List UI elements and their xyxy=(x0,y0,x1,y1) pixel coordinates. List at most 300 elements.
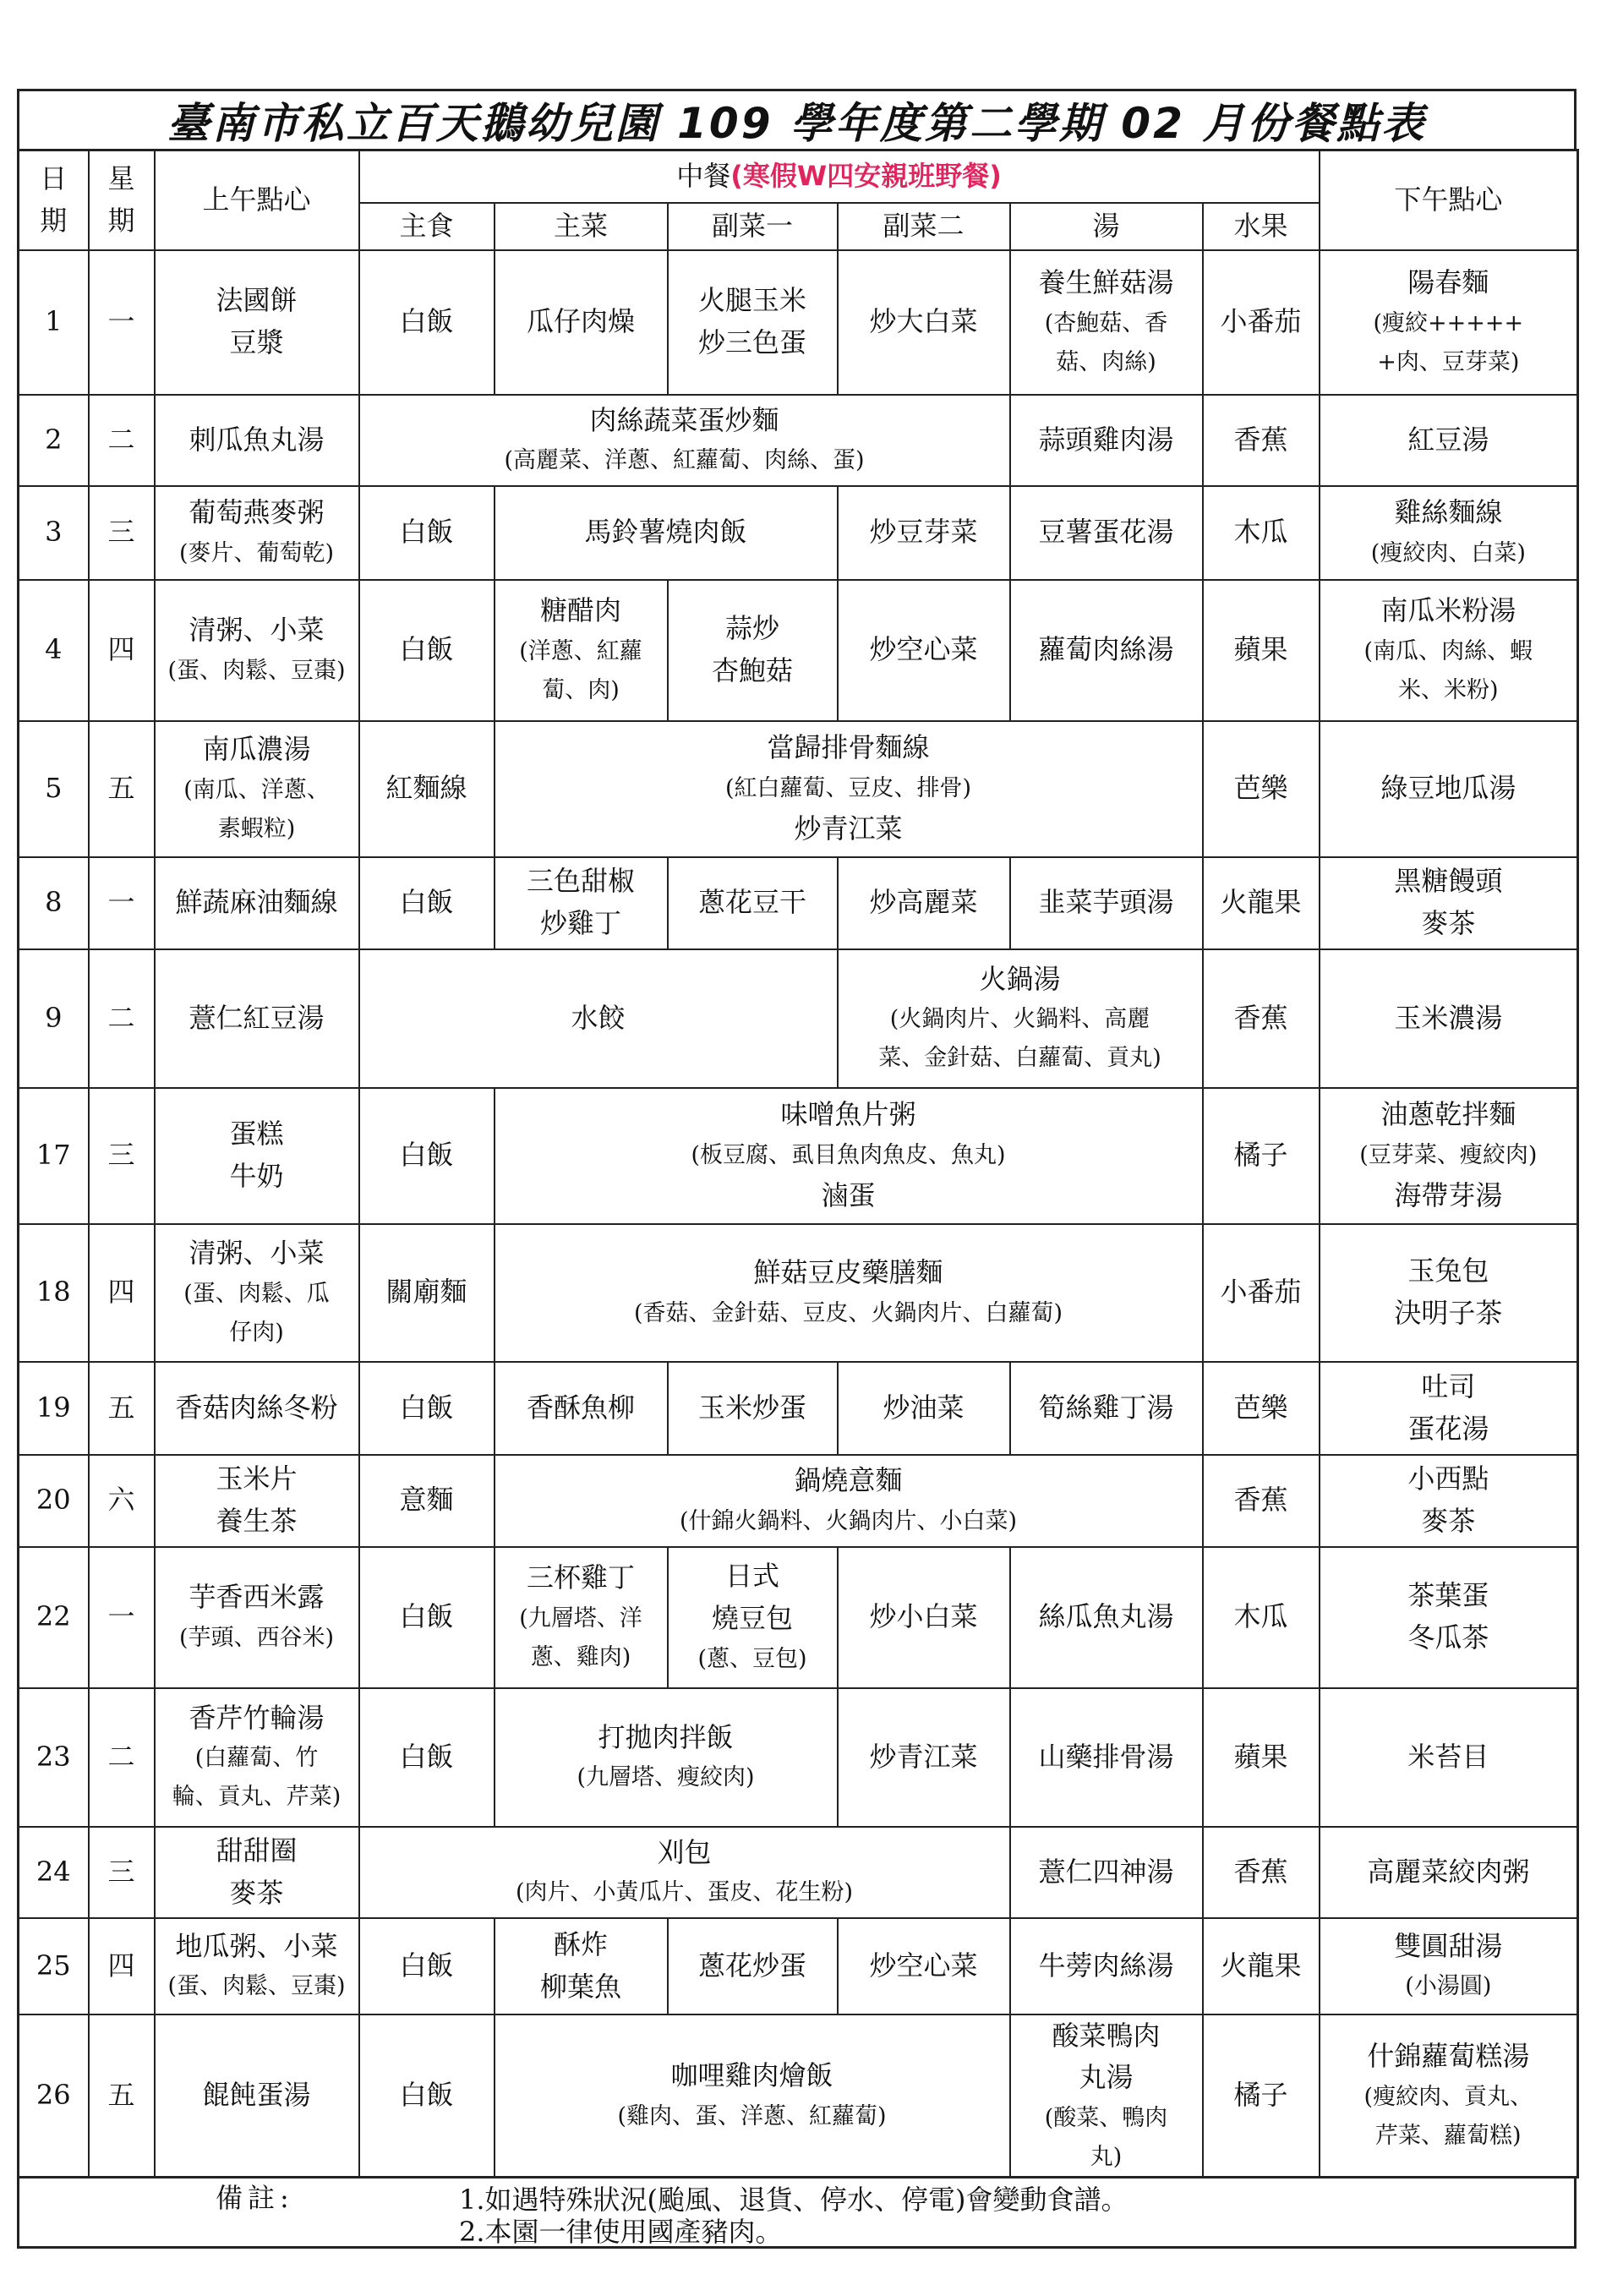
weekday-cell xyxy=(89,486,155,580)
fruit-cell xyxy=(1203,721,1320,857)
cell-text: 薏仁四神湯 xyxy=(1038,1855,1174,1888)
weekday-cell xyxy=(89,1224,155,1362)
cell-text: 當歸排骨麵線 xyxy=(767,731,930,764)
soup-cell xyxy=(1010,857,1203,949)
cell-text: 油蔥乾拌麵 xyxy=(1380,1098,1516,1131)
cell-subtext: (高麗菜、洋蔥、紅蘿蔔、肉絲、蛋) xyxy=(504,447,865,474)
date-cell xyxy=(19,1362,89,1455)
fruit-cell xyxy=(1203,1547,1320,1688)
side2-cell xyxy=(838,1688,1010,1827)
cell-text: 海帶芽湯 xyxy=(1394,1178,1503,1211)
cell-text: 綠豆地瓜湯 xyxy=(1380,772,1516,805)
fruit-cell xyxy=(1203,2014,1320,2178)
staple-cell xyxy=(359,857,495,949)
header-am-snack xyxy=(155,150,359,250)
cell-text: 杏鮑菇 xyxy=(711,654,793,686)
notes-label: 備註: xyxy=(216,2182,294,2215)
cell-text: 9 xyxy=(45,1001,63,1034)
cell-text: 二 xyxy=(107,423,135,456)
cell-text: 冬瓜茶 xyxy=(1407,1621,1489,1654)
staple-cell xyxy=(359,1547,495,1688)
cell-text: 芋香西米露 xyxy=(189,1581,325,1614)
cell-text: 丸湯 xyxy=(1079,2061,1134,2094)
cell-text: 什錦蘿蔔糕湯 xyxy=(1367,2040,1530,2073)
menu-row xyxy=(19,1455,1578,1547)
am-snack-cell xyxy=(155,1362,359,1455)
staple-cell xyxy=(359,1224,495,1362)
am-snack-cell xyxy=(155,1688,359,1827)
cell-text: 黑糖饅頭 xyxy=(1394,865,1503,898)
cell-text: 鮮蔬麻油麵線 xyxy=(175,886,338,919)
cell-text: 蛋糕 xyxy=(229,1118,284,1151)
cell-subtext: (板豆腐、虱目魚肉魚皮、魚丸) xyxy=(691,1142,1006,1169)
note-line-2: 2.本園一律使用國產豬肉。 xyxy=(459,2216,783,2249)
cell-subtext: (蔥、豆包) xyxy=(697,1645,807,1672)
cell-text: 山藥排骨湯 xyxy=(1038,1740,1174,1773)
notes-section xyxy=(17,2178,1577,2249)
cell-text: 陽春麵 xyxy=(1407,266,1489,299)
cell-text: 雙圓甜湯 xyxy=(1394,1929,1503,1962)
cell-text: 三 xyxy=(107,1855,135,1888)
staple-cell xyxy=(359,1362,495,1455)
cell-text: 副菜一 xyxy=(711,209,793,242)
cell-text: 養生鮮菇湯 xyxy=(1038,266,1174,299)
menu-row xyxy=(19,1688,1578,1827)
pm-snack-cell xyxy=(1320,1455,1578,1547)
cell-text: 茶葉蛋 xyxy=(1407,1579,1489,1612)
cell-text: 25 xyxy=(36,1949,71,1982)
soup-cell xyxy=(1010,250,1203,395)
cell-text: 意麵 xyxy=(399,1484,454,1517)
side1-cell xyxy=(668,250,838,395)
cell-text: 蔥花豆干 xyxy=(697,886,806,919)
cell-text: 玉米片 xyxy=(216,1462,298,1495)
cell-subtext: (白蘿蔔、竹 xyxy=(194,1745,319,1772)
page-title: 臺南市私立百天鵝幼兒園 109 學年度第二學期 02 月份餐點表 xyxy=(17,89,1577,149)
cell-subtext: (紅白蘿蔔、豆皮、排骨) xyxy=(724,775,972,802)
menu-table xyxy=(17,149,1579,2178)
cell-subtext: (南瓜、肉絲、蝦 xyxy=(1363,637,1533,664)
cell-text: 香蕉 xyxy=(1233,1855,1288,1888)
cell-text: 炒高麗菜 xyxy=(869,886,978,919)
cell-subtext: (九層塔、瘦絞肉) xyxy=(577,1764,755,1791)
cell-text: 炒青江菜 xyxy=(869,1740,978,1773)
cell-text: 蘿蔔肉絲湯 xyxy=(1038,633,1174,666)
cell-text: 四 xyxy=(107,1276,135,1309)
cell-text: 白飯 xyxy=(399,886,454,919)
fruit-cell xyxy=(1203,250,1320,395)
cell-text: 蒜炒 xyxy=(724,612,779,645)
cell-text: 蘋果 xyxy=(1233,1740,1288,1773)
cell-text: 8 xyxy=(45,886,63,919)
weekday-cell xyxy=(89,1918,155,2014)
cell-text: 肉絲蔬菜蛋炒麵 xyxy=(589,403,779,436)
cell-text: 餛飩蛋湯 xyxy=(202,2079,311,2112)
cell-text: 清粥、小菜 xyxy=(189,614,325,647)
cell-text: 燒豆包 xyxy=(711,1602,793,1635)
pm-snack-cell xyxy=(1320,949,1578,1088)
side2-cell xyxy=(838,1918,1010,2014)
header-side2 xyxy=(838,203,1010,250)
cell-text: 葡萄燕麥粥 xyxy=(189,496,325,529)
weekday-cell xyxy=(89,395,155,486)
cell-text: 三 xyxy=(107,1139,135,1172)
pm-snack-cell xyxy=(1320,721,1578,857)
cell-text: 水果 xyxy=(1233,209,1288,242)
cell-text: 水餃 xyxy=(571,1001,626,1034)
cell-text: 香蕉 xyxy=(1233,1001,1288,1034)
pm-snack-cell xyxy=(1320,1918,1578,2014)
side2-cell xyxy=(838,1362,1010,1455)
cell-text: 2 xyxy=(45,423,63,456)
pm-snack-cell xyxy=(1320,1827,1578,1918)
cell-text: 三色甜椒 xyxy=(526,865,635,898)
fruit-cell xyxy=(1203,1455,1320,1547)
header-lunch-note: (寒假W四安親班野餐) xyxy=(730,159,1002,192)
pm-snack-cell xyxy=(1320,1547,1578,1688)
cell-text: 木瓜 xyxy=(1233,1600,1288,1633)
cell-subtext: 蔔、肉) xyxy=(542,676,620,703)
date-cell xyxy=(19,857,89,949)
cell-text: 橘子 xyxy=(1233,1139,1288,1172)
cell-text: 芭樂 xyxy=(1233,772,1288,805)
cell-text: 白飯 xyxy=(399,1949,454,1982)
cell-subtext: (瘦絞+++++ xyxy=(1373,309,1524,336)
cell-text: 甜甜圈 xyxy=(216,1834,298,1867)
cell-text: 四 xyxy=(107,633,135,666)
main-dish-cell xyxy=(495,250,668,395)
cell-subtext: 丸) xyxy=(1090,2143,1123,2170)
date-cell xyxy=(19,250,89,395)
weekday-cell xyxy=(89,1547,155,1688)
cell-text: 期 xyxy=(107,204,135,237)
cell-text: 火鍋湯 xyxy=(979,962,1061,995)
am-snack-cell xyxy=(155,1827,359,1918)
cell-text: 白飯 xyxy=(399,2079,454,2112)
cell-text: 四 xyxy=(107,1949,135,1982)
cell-text: 玉米濃湯 xyxy=(1394,1001,1503,1034)
cell-text: 小西點 xyxy=(1407,1462,1489,1495)
weekday-cell xyxy=(89,250,155,395)
cell-subtext: 蔥、雞肉) xyxy=(530,1643,631,1670)
cell-subtext: +肉、豆芽菜) xyxy=(1377,348,1520,375)
date-cell xyxy=(19,949,89,1088)
cell-text: 南瓜濃湯 xyxy=(202,733,311,766)
weekday-cell xyxy=(89,857,155,949)
date-cell xyxy=(19,1918,89,2014)
menu-row xyxy=(19,949,1578,1088)
cell-subtext: (香菇、金針菇、豆皮、火鍋肉片、白蘿蔔) xyxy=(633,1299,1063,1326)
cell-text: 刺瓜魚丸湯 xyxy=(189,423,325,456)
cell-text: 上午點心 xyxy=(202,183,311,216)
cell-text: 六 xyxy=(107,1484,135,1517)
soup-cell xyxy=(1010,1362,1203,1455)
cell-text: 糖醋肉 xyxy=(539,594,621,627)
cell-text: 蘋果 xyxy=(1233,633,1288,666)
cell-subtext: (酸菜、鴨肉 xyxy=(1044,2104,1168,2131)
main-dish-cell xyxy=(495,1547,668,1688)
cell-subtext: (南瓜、洋蔥、 xyxy=(183,776,330,803)
cell-subtext: (蛋、肉鬆、豆棗) xyxy=(167,657,346,684)
staple-cell xyxy=(359,1688,495,1827)
cell-text: 芭樂 xyxy=(1233,1391,1288,1424)
cell-text: 白飯 xyxy=(399,1139,454,1172)
cell-text: 牛奶 xyxy=(229,1160,284,1192)
am-snack-cell xyxy=(155,250,359,395)
menu-row xyxy=(19,857,1578,949)
cell-text: 木瓜 xyxy=(1233,516,1288,549)
side2-cell xyxy=(838,857,1010,949)
cell-text: 二 xyxy=(107,1740,135,1773)
cell-text: 鍋燒意麵 xyxy=(794,1464,903,1497)
cell-subtext: (洋蔥、紅蘿 xyxy=(519,637,642,664)
pm-snack-cell xyxy=(1320,1688,1578,1827)
fruit-cell xyxy=(1203,486,1320,580)
fruit-cell xyxy=(1203,1688,1320,1827)
cell-text: 期 xyxy=(40,204,68,237)
cell-text: 日 xyxy=(40,162,68,195)
header-weekday xyxy=(89,150,155,250)
cell-text: 26 xyxy=(36,2079,71,2112)
menu-row xyxy=(19,1088,1578,1224)
cell-subtext: 仔肉) xyxy=(229,1319,284,1346)
cell-text: 豆薯蛋花湯 xyxy=(1038,516,1174,549)
cell-text: 火腿玉米 xyxy=(697,284,806,317)
header-date xyxy=(19,150,89,250)
fruit-cell xyxy=(1203,1827,1320,1918)
am-snack-cell xyxy=(155,2014,359,2178)
cell-text: 決明子茶 xyxy=(1394,1297,1503,1329)
cell-text: 麥茶 xyxy=(1421,1505,1476,1537)
header-row-1 xyxy=(19,150,1578,203)
am-snack-cell xyxy=(155,1547,359,1688)
soup-cell xyxy=(1010,580,1203,721)
pm-snack-cell xyxy=(1320,1088,1578,1224)
cell-text: 3 xyxy=(45,516,63,549)
soup-cell xyxy=(1010,1688,1203,1827)
cell-text: 香蕉 xyxy=(1233,423,1288,456)
staple-cell xyxy=(359,1455,495,1547)
cell-text: 二 xyxy=(107,1001,135,1034)
cell-text: 蒜頭雞肉湯 xyxy=(1038,423,1174,456)
date-cell xyxy=(19,395,89,486)
cell-text: 湯 xyxy=(1092,209,1120,242)
cell-text: 下午點心 xyxy=(1394,183,1503,216)
cell-text: 19 xyxy=(36,1391,71,1424)
cell-text: 酥炸 xyxy=(553,1927,608,1960)
lunch-combined-cell xyxy=(359,395,1010,486)
cell-text: 白飯 xyxy=(399,516,454,549)
cell-subtext: 菜、金針菇、白蘿蔔、貢丸) xyxy=(878,1045,1161,1072)
cell-text: 紅麵線 xyxy=(385,772,467,805)
fruit-cell xyxy=(1203,1362,1320,1455)
cell-text: 炒豆芽菜 xyxy=(869,516,978,549)
cell-text: 20 xyxy=(36,1484,71,1517)
lunch-combined-cell xyxy=(495,2014,1010,2178)
menu-row xyxy=(19,395,1578,486)
staple-cell xyxy=(359,1088,495,1224)
cell-text: 豆漿 xyxy=(229,326,284,358)
cell-text: 17 xyxy=(36,1139,71,1172)
staple-cell xyxy=(359,2014,495,2178)
cell-text: 炒小白菜 xyxy=(869,1600,978,1633)
cell-text: 白飯 xyxy=(399,305,454,338)
side1-cell xyxy=(668,857,838,949)
am-snack-cell xyxy=(155,580,359,721)
date-cell xyxy=(19,580,89,721)
am-snack-cell xyxy=(155,1224,359,1362)
cell-text: 清粥、小菜 xyxy=(189,1237,325,1270)
header-fruit xyxy=(1203,203,1320,250)
note-line-1: 1.如遇特殊狀況(颱風、退貨、停水、停電)會變動食譜。 xyxy=(459,2184,1128,2217)
cell-text: 18 xyxy=(36,1276,71,1309)
side1-cell xyxy=(668,1918,838,2014)
cell-subtext: 米、米粉) xyxy=(1398,676,1499,703)
main-side1-cell xyxy=(495,1688,838,1827)
cell-text: 刈包 xyxy=(657,1835,712,1868)
cell-subtext: (蛋、肉鬆、瓜 xyxy=(183,1280,330,1307)
weekday-cell xyxy=(89,1362,155,1455)
cell-text: 炒雞丁 xyxy=(539,907,621,939)
am-snack-cell xyxy=(155,1455,359,1547)
menu-row xyxy=(19,1547,1578,1688)
weekday-cell xyxy=(89,2014,155,2178)
cell-text: 香酥魚柳 xyxy=(526,1391,635,1424)
cell-subtext: (瘦絞肉、白菜) xyxy=(1370,539,1526,566)
soup-cell xyxy=(1010,1547,1203,1688)
side1-cell xyxy=(668,580,838,721)
am-snack-cell xyxy=(155,721,359,857)
weekday-cell xyxy=(89,580,155,721)
cell-subtext: 輪、貢丸、芹菜) xyxy=(172,1784,342,1811)
cell-text: 炒空心菜 xyxy=(869,633,978,666)
soup-cell xyxy=(1010,2014,1203,2178)
main-dish-cell xyxy=(495,1362,668,1455)
fruit-cell xyxy=(1203,395,1320,486)
cell-text: 蛋花湯 xyxy=(1407,1412,1489,1445)
date-cell xyxy=(19,486,89,580)
weekday-cell xyxy=(89,1688,155,1827)
cell-text: 火龍果 xyxy=(1220,1949,1302,1982)
main-dish-cell xyxy=(495,857,668,949)
cell-text: 咖哩雞肉燴飯 xyxy=(670,2059,833,2092)
cell-text: 星 xyxy=(107,162,135,195)
menu-row xyxy=(19,1918,1578,2014)
date-cell xyxy=(19,1224,89,1362)
soup-cell xyxy=(1010,1827,1203,1918)
date-cell xyxy=(19,1688,89,1827)
cell-subtext: (雞肉、蛋、洋蔥、紅蘿蔔) xyxy=(617,2102,887,2129)
lunch-combined-cell xyxy=(495,1224,1203,1362)
fruit-cell xyxy=(1203,1918,1320,2014)
cell-text: 吐司 xyxy=(1421,1369,1476,1402)
side1-cell xyxy=(668,1362,838,1455)
cell-text: 地瓜粥、小菜 xyxy=(175,1929,338,1962)
side2-cell xyxy=(838,486,1010,580)
cell-text: 柳葉魚 xyxy=(539,1970,621,2003)
am-snack-cell xyxy=(155,1918,359,2014)
header-lunch xyxy=(359,150,1320,203)
cell-text: 白飯 xyxy=(399,1600,454,1633)
weekday-cell xyxy=(89,1827,155,1918)
fruit-cell xyxy=(1203,580,1320,721)
cell-text: 筍絲雞丁湯 xyxy=(1038,1391,1174,1424)
date-cell xyxy=(19,1455,89,1547)
soup-cell xyxy=(1010,486,1203,580)
cell-text: 白飯 xyxy=(399,1391,454,1424)
weekday-cell xyxy=(89,721,155,857)
fruit-cell xyxy=(1203,1088,1320,1224)
cell-subtext: (瘦絞肉、貢丸、 xyxy=(1363,2083,1533,2110)
lunch-combined-cell xyxy=(495,1088,1203,1224)
am-snack-cell xyxy=(155,949,359,1088)
pm-snack-cell xyxy=(1320,486,1578,580)
cell-text: 瓜仔肉燥 xyxy=(526,305,635,338)
cell-text: 橘子 xyxy=(1233,2079,1288,2112)
menu-row xyxy=(19,1224,1578,1362)
cell-text: 主菜 xyxy=(553,209,608,242)
cell-text: 米苔目 xyxy=(1407,1740,1489,1773)
cell-text: 關廟麵 xyxy=(385,1276,467,1309)
cell-text: 一 xyxy=(107,886,135,919)
cell-subtext: (蛋、肉鬆、豆棗) xyxy=(167,1973,346,2000)
menu-row xyxy=(19,721,1578,857)
lunch-combined-cell xyxy=(495,721,1203,857)
date-cell xyxy=(19,2014,89,2178)
cell-text: 白飯 xyxy=(399,1740,454,1773)
pm-snack-cell xyxy=(1320,1362,1578,1455)
cell-text: 高麗菜絞肉粥 xyxy=(1367,1855,1530,1888)
menu-row xyxy=(19,486,1578,580)
cell-text: 日式 xyxy=(724,1560,779,1593)
cell-text: 滷蛋 xyxy=(821,1178,876,1211)
side2-soup-cell xyxy=(838,949,1203,1088)
cell-text: 炒青江菜 xyxy=(794,812,903,845)
cell-text: 打拋肉拌飯 xyxy=(598,1720,734,1753)
staple-cell xyxy=(359,580,495,721)
cell-text: 麥茶 xyxy=(229,1876,284,1909)
cell-text: 香芹竹輪湯 xyxy=(189,1701,325,1734)
date-cell xyxy=(19,721,89,857)
cell-text: 白飯 xyxy=(399,633,454,666)
cell-text: 1 xyxy=(45,305,63,338)
soup-cell xyxy=(1010,1918,1203,2014)
cell-text: 小番茄 xyxy=(1220,305,1302,338)
cell-subtext: (火鍋肉片、火鍋料、高麗 xyxy=(889,1006,1150,1033)
lunch-combined-cell xyxy=(359,1827,1010,1918)
cell-text: 絲瓜魚丸湯 xyxy=(1038,1600,1174,1633)
fruit-cell xyxy=(1203,1224,1320,1362)
header-lunch-label: 中餐 xyxy=(676,159,731,192)
cell-subtext: (肉片、小黃瓜片、蛋皮、花生粉) xyxy=(515,1879,854,1906)
cell-subtext: (杏鮑菇、香 xyxy=(1044,309,1168,336)
main-side1-cell xyxy=(495,486,838,580)
cell-text: 紅豆湯 xyxy=(1407,423,1489,456)
pm-snack-cell xyxy=(1320,395,1578,486)
header-staple xyxy=(359,203,495,250)
menu-row xyxy=(19,250,1578,395)
menu-row xyxy=(19,580,1578,721)
weekday-cell xyxy=(89,949,155,1088)
cell-text: 香蕉 xyxy=(1233,1484,1288,1517)
cell-subtext: (芋頭、西谷米) xyxy=(178,1624,335,1651)
cell-subtext: (小湯圓) xyxy=(1405,1973,1492,2000)
staple-cell xyxy=(359,1918,495,2014)
soup-cell xyxy=(1010,395,1203,486)
menu-sheet xyxy=(17,89,1577,2249)
cell-text: 麥茶 xyxy=(1421,907,1476,939)
cell-text: 5 xyxy=(45,772,63,805)
